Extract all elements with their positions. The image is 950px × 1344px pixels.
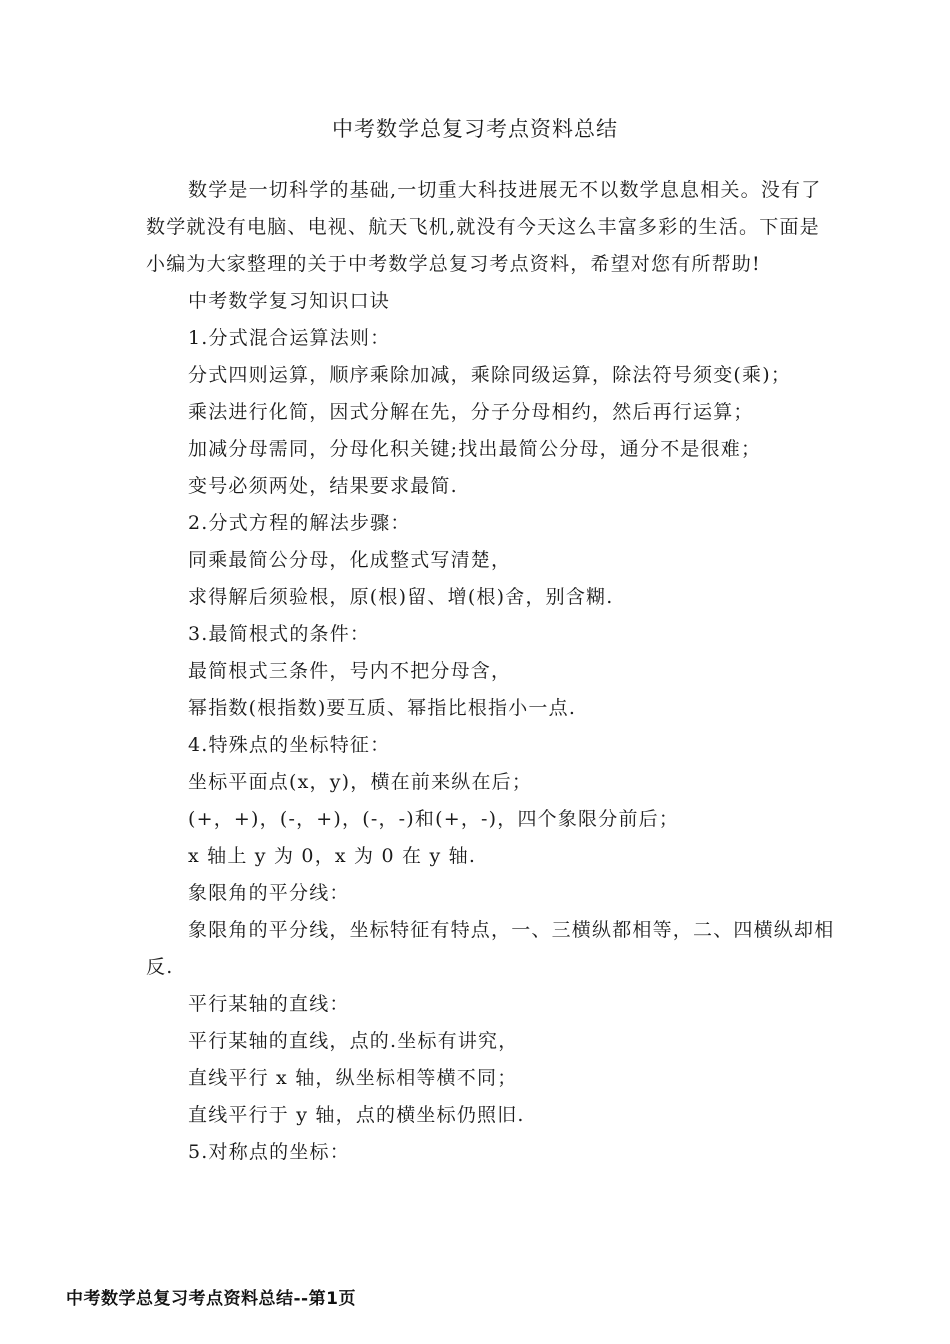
text-line: 幂指数(根指数)要互质、幂指比根指小一点. — [188, 697, 577, 719]
page-title: 中考数学总复习考点资料总结 — [332, 117, 618, 141]
intro-paragraph: 数学是一切科学的基础,一切重大科技进展无不以数学息息相关。没有了数学就没有电脑、电视、航天飞机,就没有今天这么丰富多彩的生活。下面是小编为大家整理的关于中考数学总复习考点资料，希望对您有所帮助! — [146, 179, 822, 275]
document-body — [146, 172, 836, 1171]
text-line: x 轴上 y 为 0，x 为 0 在 y 轴. — [188, 845, 477, 867]
text-line: 最简根式三条件，号内不把分母含， — [188, 660, 512, 682]
section-heading: 象限角的平分线： — [188, 882, 350, 904]
text-line: 直线平行 x 轴，纵坐标相等横不同； — [188, 1067, 518, 1089]
section-heading: 中考数学复习知识口诀 — [188, 290, 391, 312]
text-line: (+，+)，(-，+)，(-，-)和(+，-)，四个象限分前后； — [188, 808, 680, 830]
section-heading: 3.最简根式的条件： — [188, 623, 371, 645]
text-line: 分式四则运算，顺序乘除加减，乘除同级运算，除法符号须变(乘)； — [188, 364, 792, 386]
text-line: 同乘最简公分母，化成整式写清楚， — [188, 549, 512, 571]
section-heading: 4.特殊点的坐标特征： — [188, 734, 391, 756]
section-heading: 2.分式方程的解法步骤： — [188, 512, 411, 534]
section-heading: 5.对称点的坐标： — [188, 1141, 350, 1163]
text-line: 乘法进行化简，因式分解在先，分子分母相约，然后再行运算； — [188, 401, 754, 423]
text-paragraph: 象限角的平分线，坐标特征有特点，一、三横纵都相等，二、四横纵却相反. — [146, 919, 835, 978]
text-line: 求得解后须验根，原(根)留、增(根)舍，别含糊. — [188, 586, 614, 608]
text-line: 坐标平面点(x，y)，横在前来纵在后； — [188, 771, 533, 793]
section-heading: 平行某轴的直线： — [188, 993, 350, 1015]
section-heading: 1.分式混合运算法则： — [188, 327, 391, 349]
text-line: 平行某轴的直线，点的.坐标有讲究， — [188, 1030, 519, 1052]
text-line: 变号必须两处，结果要求最简. — [188, 475, 458, 497]
text-line: 直线平行于 y 轴，点的横坐标仍照旧. — [188, 1104, 525, 1126]
text-line: 加减分母需同，分母化积关键;找出最简公分母，通分不是很难； — [188, 438, 762, 460]
page-footer: 中考数学总复习考点资料总结--第1页 — [66, 1289, 356, 1309]
